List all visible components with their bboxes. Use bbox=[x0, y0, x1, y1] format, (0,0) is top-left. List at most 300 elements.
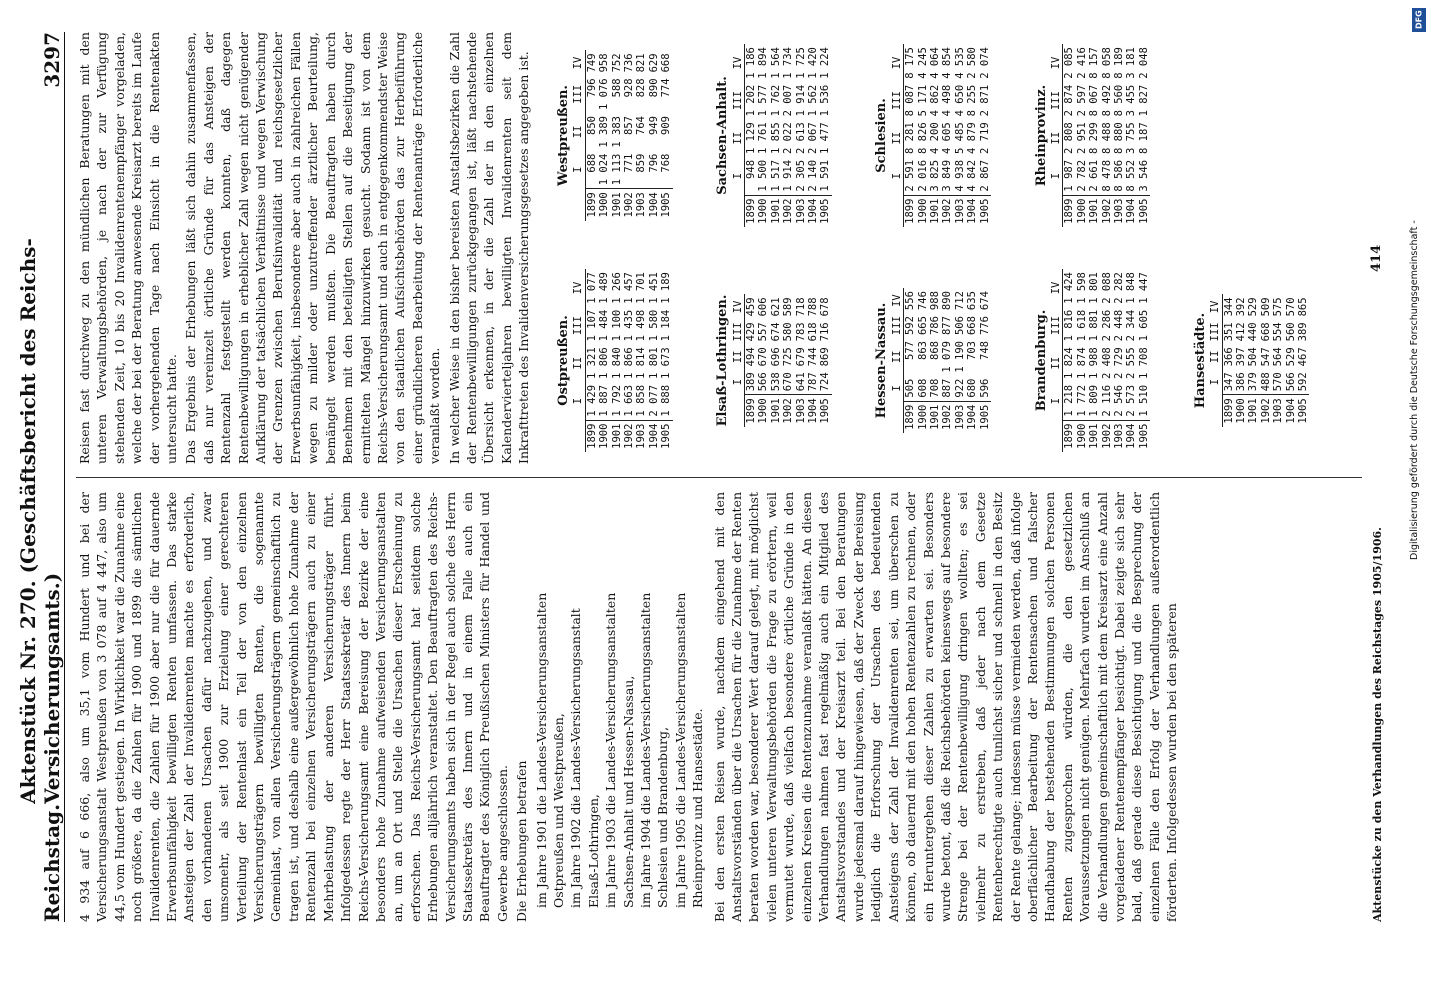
value-cell: 556 bbox=[904, 291, 917, 311]
value-cell: 1 824 bbox=[1063, 347, 1076, 379]
value-cell: 748 bbox=[978, 341, 991, 360]
table-row bbox=[966, 44, 978, 227]
value-cell: 618 bbox=[807, 322, 820, 342]
column-header: IV bbox=[1050, 269, 1063, 307]
column-header: IV bbox=[891, 288, 904, 313]
value-cell: 589 bbox=[782, 297, 795, 317]
footer-note: Aktenstücke zu den Verhandlungen des Reichstages 1905/1906. bbox=[1371, 527, 1384, 922]
value-cell: 2 077 bbox=[647, 384, 660, 417]
year-cell: 1900 bbox=[917, 195, 929, 227]
column-header: II bbox=[891, 338, 904, 376]
year-cell: 1902 bbox=[782, 395, 794, 427]
region-table bbox=[876, 257, 1029, 464]
signature-number: 414 bbox=[1369, 244, 1384, 272]
column-header: I bbox=[1050, 382, 1063, 420]
value-cell: 796 bbox=[647, 153, 660, 173]
value-cell: 1 874 bbox=[1075, 347, 1088, 379]
value-cell: 1 224 bbox=[819, 47, 832, 79]
value-cell: 366 bbox=[1222, 347, 1235, 367]
year-cell: 1903 bbox=[635, 420, 647, 452]
value-cell: 8 255 bbox=[966, 84, 979, 117]
value-cell: 1 605 bbox=[1137, 309, 1150, 342]
table-row bbox=[1222, 294, 1235, 426]
value-cell: 670 bbox=[757, 347, 770, 367]
column-header: I bbox=[891, 157, 904, 195]
value-cell: 1 113 bbox=[610, 153, 623, 186]
table-row bbox=[979, 288, 991, 433]
year-cell: 1904 bbox=[1125, 195, 1137, 227]
table-row bbox=[1125, 269, 1137, 452]
table-row bbox=[745, 44, 758, 227]
year-cell: 1899 bbox=[904, 401, 917, 433]
schedule-line: Elsaß-Lothringen, bbox=[585, 794, 601, 908]
year-cell: 1900 bbox=[757, 195, 769, 227]
value-cell: 1 814 bbox=[635, 347, 648, 379]
year-cell: 1899 bbox=[1222, 395, 1235, 427]
paragraph: In welcher Weise in den bisher bereisten Anstaltsbezirken die Zahl der Rentenbewilligungen zurückgegangen ist, läßt nachstehende Übersicht erkennen, in der die Zahl der in den einzelnen Kalendervierteljahren bewilligten Invalidenrenten seit dem Inkrafttreten des Invalidenversicherungsgesetzes angegeben ist. bbox=[446, 32, 532, 464]
region-table bbox=[558, 257, 711, 464]
table-row bbox=[1285, 294, 1297, 426]
page-header bbox=[16, 32, 65, 922]
table-row bbox=[1088, 44, 1100, 227]
value-cell: 379 bbox=[1247, 372, 1260, 392]
column-header: II bbox=[1209, 344, 1222, 369]
value-cell: 1 024 bbox=[598, 153, 611, 186]
value-cell: 1 100 bbox=[610, 309, 623, 342]
value-cell: 1 855 bbox=[769, 122, 782, 154]
value-cell: 958 bbox=[598, 53, 611, 73]
value-cell: 488 bbox=[1259, 372, 1272, 392]
year-cell: 1902 bbox=[782, 195, 794, 227]
value-cell: 577 bbox=[904, 341, 917, 360]
year-cell: 1902 bbox=[623, 189, 635, 221]
value-cell: 2 719 bbox=[978, 122, 991, 154]
value-cell: 877 bbox=[941, 316, 954, 336]
left-column bbox=[76, 492, 1362, 922]
value-cell: 8 586 bbox=[1113, 159, 1126, 192]
value-cell: 668 bbox=[966, 316, 979, 336]
paragraph: Bei den ersten Reisen wurde, nachdem eingehend mit den Anstaltsvorständen über die Ursachen für die Zunahme der Renten beraten worden war, besonderer Wert darauf gelegt, mit möglichst vielen unteren Verwaltungsbehörden die Frage zu erörtern, weil vermutet wurde, daß vielfach besondere örtliche Gründe in den einzelnen Kreisen die Rentenzunahme veranlaßt hätten. An diesen Verhandlungen nahmen fast regelmäßig auch ein Mitglied des Anstaltsvorstandes und der Kreisarzt teil. Bei den Beratungen wurde jedesmal darauf hingewiesen, daß der Zweck der Bereisung lediglich die Erforschung der Ursachen des bedeutenden Ansteigens der Zahl der Invalidenrenten sei, um überschen zu können, ob dauernd mit den hohen Rentenzahlen zu rechnen, oder ein Heruntergehen dieser Zahlen zu erwarten sei. Besonders wurde betont, daß die Reichsbehörden keineswegs auf besondere Strenge bei der Rentenbewilligung dringen wollten; es sei vielmehr zu erstreben, daß jeder nach dem Gesetze Rentenberechtigte auch tunlichst sicher und schnell in den Besitz der Rente gelange; indessen müsse vermieden werden, daß infolge oberflächlicher Bearbeitung der Rentensachen und falscher Handhabung der bestehenden Bestimmungen solchen Personen Renten zugesprochen würden, die den gesetzlichen Voraussetzungen nicht genügen. Mehrfach wurden im Anschluß an die Verhandlungen gemeinschaftlich mit dem Kreisarzt eine Anzahl vorgeladener Rentenempfänger besichtigt. Dabei zeigte sich sehr bald, daß gerade diese Besichtigung und die Besprechung der einzelnen Fälle den Erfolg der Verhandlungen außerordentlich förderten. Infolgedessen wurden bei den späteren bbox=[711, 492, 1180, 922]
value-cell: 5 171 bbox=[916, 84, 929, 117]
year-cell: 1903 bbox=[795, 395, 807, 427]
year-cell: 1902 bbox=[941, 401, 953, 433]
column-header: I bbox=[1050, 157, 1063, 195]
column-rule bbox=[76, 477, 1362, 478]
value-cell: 1 420 bbox=[807, 47, 820, 79]
table-row bbox=[941, 288, 953, 433]
table-row bbox=[795, 294, 807, 426]
column-header: III bbox=[891, 82, 904, 120]
region-table bbox=[876, 32, 1029, 239]
column-header bbox=[732, 395, 745, 427]
value-cell: 948 bbox=[745, 159, 757, 179]
value-cell: 787 bbox=[807, 372, 820, 392]
region-table bbox=[717, 257, 870, 464]
value-cell: 865 bbox=[1297, 297, 1310, 317]
column-header bbox=[891, 401, 904, 433]
value-cell: 1 761 bbox=[757, 122, 770, 154]
year-cell: 1900 bbox=[1076, 195, 1088, 227]
year-cell: 1902 bbox=[1101, 195, 1113, 227]
table-row bbox=[598, 50, 610, 220]
value-cell: 1 827 bbox=[1137, 84, 1150, 117]
year-cell: 1901 bbox=[1088, 195, 1100, 227]
column-header bbox=[732, 195, 745, 227]
value-cell: 1 894 bbox=[757, 47, 770, 79]
value-cell: 764 bbox=[635, 116, 648, 135]
value-cell: 674 bbox=[769, 322, 782, 342]
table-row bbox=[819, 294, 831, 426]
year-cell: 1899 bbox=[1063, 420, 1076, 452]
table-row bbox=[611, 269, 623, 452]
column-header: II bbox=[572, 344, 585, 382]
year-cell: 1899 bbox=[585, 189, 598, 221]
table-row bbox=[660, 50, 672, 220]
year-cell: 1901 bbox=[929, 401, 941, 433]
value-cell: 868 bbox=[929, 341, 942, 360]
value-cell: 788 bbox=[807, 297, 820, 317]
value-cell: 347 bbox=[1222, 372, 1235, 392]
page-number: 3297 bbox=[40, 32, 64, 88]
value-cell: 2 867 bbox=[978, 159, 991, 192]
year-cell: 1900 bbox=[598, 189, 610, 221]
year-cell: 1900 bbox=[757, 395, 769, 427]
column-header bbox=[1209, 395, 1222, 427]
value-cell: 1 266 bbox=[610, 272, 623, 304]
table-row bbox=[623, 269, 635, 452]
column-header: III bbox=[1050, 82, 1063, 120]
year-cell: 1901 bbox=[1247, 395, 1259, 427]
value-cell: 412 bbox=[1235, 322, 1248, 342]
value-cell: 736 bbox=[623, 53, 636, 73]
value-cell: 1 888 bbox=[660, 384, 673, 417]
region-table-title: Westpreußen. bbox=[556, 85, 571, 186]
table-row bbox=[1113, 269, 1125, 452]
table-row bbox=[782, 294, 794, 426]
value-cell: 680 bbox=[966, 378, 979, 398]
schedule-line: Ostpreußen und Westpreußen, bbox=[550, 713, 566, 908]
quarterly-table bbox=[891, 288, 991, 433]
value-cell: 2 448 bbox=[1113, 309, 1126, 342]
quarterly-table bbox=[732, 294, 832, 426]
column-header: III bbox=[572, 75, 585, 113]
value-cell: 4 605 bbox=[941, 122, 954, 154]
value-cell: 1 858 bbox=[635, 384, 648, 417]
table-row bbox=[929, 288, 941, 433]
year-cell: 1905 bbox=[660, 189, 672, 221]
value-cell: 1 383 bbox=[610, 116, 623, 148]
year-cell: 1905 bbox=[819, 195, 831, 227]
column-header: IV bbox=[1209, 294, 1222, 319]
schedule-line: Schlesien und Brandenburg, bbox=[655, 726, 671, 908]
year-cell: 1904 bbox=[807, 395, 819, 427]
table-row bbox=[904, 44, 917, 227]
year-cell: 1903 bbox=[954, 195, 966, 227]
header-left: Reichstag. bbox=[40, 803, 64, 922]
region-table bbox=[558, 32, 711, 239]
funding-note: Digitalisierung gefördert durch die Deutsche Forschungsgemeinschaft - bbox=[1409, 220, 1420, 560]
region-table bbox=[1192, 257, 1348, 464]
value-cell: 1 190 bbox=[953, 341, 966, 373]
table-row bbox=[782, 44, 794, 227]
value-cell: 386 bbox=[1235, 372, 1248, 392]
value-cell: 467 bbox=[1297, 347, 1310, 367]
table-row bbox=[1076, 269, 1088, 452]
year-cell: 1901 bbox=[770, 195, 782, 227]
year-cell: 1900 bbox=[598, 420, 610, 452]
table-row bbox=[979, 44, 991, 227]
value-cell: 505 bbox=[904, 378, 917, 398]
value-cell: 1 987 bbox=[1063, 159, 1076, 192]
column-header: III bbox=[1209, 319, 1222, 344]
value-cell: 716 bbox=[819, 322, 832, 342]
year-cell: 1899 bbox=[585, 420, 598, 452]
table-row bbox=[1113, 44, 1125, 227]
value-cell: 8 880 bbox=[1113, 122, 1126, 154]
table-row bbox=[1235, 294, 1247, 426]
column-header: III bbox=[572, 307, 585, 345]
table-row bbox=[660, 269, 672, 452]
schedule-line: im Jahre 1901 die Landes-Versicherungsanstalten bbox=[533, 592, 549, 908]
table-row bbox=[745, 294, 758, 426]
table-row bbox=[941, 44, 953, 227]
year-cell: 1901 bbox=[929, 195, 941, 227]
region-table-title: Elsaß-Lothringen. bbox=[715, 294, 731, 427]
value-cell: 8 067 bbox=[1088, 84, 1101, 117]
year-cell: 1902 bbox=[1260, 395, 1272, 427]
value-cell: 2 408 bbox=[1100, 347, 1113, 379]
value-cell: 3 181 bbox=[1125, 47, 1138, 79]
column-header: IV bbox=[1050, 44, 1063, 82]
value-cell: 592 bbox=[904, 316, 917, 336]
value-cell: 1 424 bbox=[1063, 272, 1076, 304]
column-header bbox=[572, 189, 585, 221]
table-row bbox=[1101, 269, 1113, 452]
value-cell: 1 840 bbox=[610, 347, 623, 379]
year-cell: 1899 bbox=[1063, 195, 1076, 227]
value-cell: 1 517 bbox=[769, 159, 782, 192]
value-cell: 988 bbox=[929, 291, 942, 311]
value-cell: 529 bbox=[1247, 297, 1260, 317]
value-cell: 2 074 bbox=[978, 47, 991, 79]
value-cell: 909 bbox=[660, 116, 673, 135]
year-cell: 1901 bbox=[611, 420, 623, 452]
value-cell: 3 755 bbox=[1125, 122, 1138, 154]
value-cell: 2 305 bbox=[794, 159, 807, 192]
table-row bbox=[770, 44, 782, 227]
value-cell: 1 510 bbox=[1137, 384, 1150, 417]
column-header bbox=[572, 420, 585, 452]
value-cell: 1 477 bbox=[819, 122, 832, 154]
value-cell: 1 076 bbox=[598, 78, 611, 111]
value-cell: 1 762 bbox=[769, 84, 782, 117]
paragraph: 4 934 auf 6 666, also um 35,1 vom Hundert und bei der Versicherungsanstalt Westpreußen von 3 078 auf 4 447, also um 44,5 vom Hundert gestiegen. In Wirklichkeit war die Zunahme eine noch größere, da die Zahlen für 1900 und 1899 die sämtlichen Invalidenrenten, die Zahlen für 1900 aber nur die für dauernde Erwerbsunfähigkeit bewilligten Renten umfassen. Das starke Ansteigen der Zahl der Invalidenrenten machte es erforderlich, den vorhandenen Ursachen dafür nachzugehen, und zwar umsomehr, als seit 1900 zur Erzielung einer gerechteren Verteilung der Rentenlast ein Teil der von den einzelnen Versicherungsträgern bewilligten Renten, die sogenannte Gemeinlast, von allen Versicherungsträgern gemeinschaftlich zu tragen ist, und deshalb eine außergewöhnlich hohe Zunahme der Rentenzahl bei einzelnen Versicherungsträgern auch zu einer Mehrbelastung der anderen Versicherungsträger führt. Infolgedessen regte der Herr Staatssekretär des Innern beim Reichs-Versicherungsamt eine Bereisung der Bezirke der eine besonders hohe Zunahme aufweisenden Versicherungsanstalten an, um an Ort und Stelle die Ursachen dieser Erscheinung zu erforschen. Das Reichs-Versicherungsamt hat seitdem solche Erhebungen alljährlich veranstaltet. Den Beauftragten des Reichs-Versicherungsamts haben sich in der Regel auch solche des Herrn Staatssekretärs des Innern und in einem Falle auch ein Beauftragter des Königlich Preußischen Ministers für Handel und Gewerbe angeschlossen. bbox=[77, 492, 510, 922]
value-cell: 821 bbox=[635, 53, 648, 73]
value-cell: 608 bbox=[916, 378, 929, 398]
quarterly-table bbox=[1209, 294, 1309, 426]
year-cell: 1903 bbox=[795, 195, 807, 227]
column-header: II bbox=[1050, 344, 1063, 382]
region-table-title: Sachsen-Anhalt. bbox=[715, 76, 731, 195]
column-header bbox=[1050, 195, 1063, 227]
region-table bbox=[1033, 32, 1189, 239]
table-row bbox=[1272, 294, 1284, 426]
survey-schedule bbox=[533, 492, 707, 908]
value-cell: 1 321 bbox=[585, 347, 598, 379]
value-cell: 1 077 bbox=[585, 272, 598, 304]
value-cell: 8 552 bbox=[1125, 159, 1138, 192]
value-cell: 538 bbox=[769, 372, 782, 392]
value-cell: 4 245 bbox=[916, 47, 929, 79]
region-table-title: Ostpreußen. bbox=[556, 315, 571, 406]
year-cell: 1901 bbox=[770, 395, 782, 427]
value-cell: 1 914 bbox=[794, 84, 807, 117]
value-cell: 863 bbox=[916, 341, 929, 360]
year-cell: 1905 bbox=[1138, 420, 1150, 452]
year-cell: 1903 bbox=[1113, 195, 1125, 227]
value-cell: 2 555 bbox=[1125, 347, 1138, 379]
table-row bbox=[1297, 294, 1309, 426]
quarterly-table bbox=[572, 269, 672, 452]
value-cell: 724 bbox=[819, 372, 832, 392]
value-cell: 2 007 bbox=[782, 84, 795, 117]
value-cell: 1 598 bbox=[1075, 272, 1088, 304]
column-header: I bbox=[732, 369, 745, 394]
value-cell: 1 801 bbox=[1088, 272, 1101, 304]
value-cell: 850 bbox=[585, 116, 598, 135]
value-cell: 392 bbox=[1235, 297, 1248, 317]
value-cell: 1 663 bbox=[623, 384, 636, 417]
table-row bbox=[954, 44, 966, 227]
value-cell: 928 bbox=[623, 78, 636, 98]
quarterly-table bbox=[891, 44, 991, 227]
value-cell: 592 bbox=[1297, 372, 1310, 392]
column-header bbox=[891, 195, 904, 227]
value-cell: 1 580 bbox=[647, 309, 660, 342]
quarterly-table bbox=[732, 44, 832, 227]
value-cell: 857 bbox=[623, 116, 636, 135]
value-cell: 389 bbox=[1297, 322, 1310, 342]
value-cell: 459 bbox=[745, 297, 757, 317]
paragraph: Reisen fast durchweg zu den mündlichen Beratungen mit den unteren Verwaltungsbehörden, je nach der zur Verfügung stehenden Zeit, 10 bis 20 Invalidenrentenempfänger vorgeladen, welche der bei der Beratung anwesende Kreisarzt bereits im Laufe der vorhergehenden Tage nach Einsicht in die Rentenakten untersucht hatte. bbox=[77, 32, 180, 464]
table-row bbox=[1138, 44, 1150, 227]
value-cell: 1 988 bbox=[1088, 347, 1101, 379]
value-cell: 2 591 bbox=[904, 159, 917, 192]
value-cell: 703 bbox=[966, 341, 979, 360]
table-row bbox=[819, 44, 831, 227]
value-cell: 588 bbox=[610, 78, 623, 98]
value-cell: 1 202 bbox=[745, 84, 757, 117]
value-cell: 2 661 bbox=[1088, 159, 1101, 192]
table-row bbox=[757, 294, 769, 426]
year-cell: 1905 bbox=[1297, 395, 1309, 427]
value-cell: 1 914 bbox=[782, 159, 795, 192]
value-cell: 509 bbox=[1259, 297, 1272, 317]
column-header: I bbox=[1209, 369, 1222, 394]
value-cell: 564 bbox=[1272, 347, 1285, 367]
year-cell: 1904 bbox=[648, 420, 660, 452]
value-cell: 1 457 bbox=[623, 272, 636, 304]
quarterly-table bbox=[572, 50, 672, 220]
value-cell: 8 488 bbox=[1100, 122, 1113, 154]
value-cell: 4 842 bbox=[966, 159, 979, 192]
table-row bbox=[585, 50, 598, 220]
value-cell: 1 079 bbox=[941, 341, 954, 373]
value-cell: 708 bbox=[929, 378, 942, 398]
value-cell: 5 485 bbox=[953, 122, 966, 154]
value-cell: 2 067 bbox=[807, 122, 820, 154]
value-cell: 504 bbox=[1247, 347, 1260, 367]
year-cell: 1900 bbox=[1235, 395, 1247, 427]
value-cell: 1 801 bbox=[647, 347, 660, 379]
year-cell: 1903 bbox=[1272, 395, 1284, 427]
year-cell: 1904 bbox=[807, 195, 819, 227]
value-cell: 4 535 bbox=[953, 47, 966, 79]
value-cell: 2 613 bbox=[794, 122, 807, 154]
column-header: III bbox=[891, 313, 904, 338]
value-cell: 1 734 bbox=[782, 47, 795, 79]
year-cell: 1905 bbox=[819, 395, 831, 427]
table-row bbox=[917, 288, 929, 433]
column-header: II bbox=[572, 113, 585, 151]
year-cell: 1903 bbox=[954, 401, 966, 433]
value-cell: 1 107 bbox=[585, 309, 598, 342]
value-cell: 674 bbox=[978, 291, 991, 311]
value-cell: 2 140 bbox=[807, 159, 820, 192]
schedule-line: Rheinprovinz und Hansestädte. bbox=[690, 708, 706, 908]
table-row bbox=[954, 288, 966, 433]
value-cell: 4 200 bbox=[929, 122, 942, 154]
year-cell: 1905 bbox=[660, 420, 672, 452]
value-cell: 8 175 bbox=[904, 47, 917, 79]
table-row bbox=[807, 44, 819, 227]
value-cell: 2 874 bbox=[1063, 84, 1076, 117]
value-cell: 547 bbox=[1259, 347, 1272, 367]
table-row bbox=[1138, 269, 1150, 452]
table-row bbox=[635, 50, 647, 220]
value-cell: 351 bbox=[1222, 322, 1235, 342]
value-cell: 2 808 bbox=[1063, 122, 1076, 154]
value-cell: 2 580 bbox=[966, 47, 979, 79]
value-cell: 679 bbox=[794, 347, 807, 367]
value-cell: 771 bbox=[623, 153, 636, 173]
value-cell: 1 500 bbox=[757, 159, 770, 192]
value-cell: 887 bbox=[941, 378, 954, 398]
value-cell: 2 782 bbox=[1075, 159, 1088, 192]
table-row bbox=[635, 269, 647, 452]
value-cell: 1 435 bbox=[623, 309, 636, 342]
value-cell: 1 792 bbox=[610, 384, 623, 417]
value-cell: 8 157 bbox=[1088, 47, 1101, 79]
value-cell: 606 bbox=[757, 297, 770, 317]
column-header: I bbox=[732, 157, 745, 195]
value-cell: 776 bbox=[978, 316, 991, 336]
value-cell: 8 087 bbox=[904, 84, 917, 117]
table-row bbox=[611, 50, 623, 220]
year-cell: 1902 bbox=[623, 420, 635, 452]
value-cell: 1 577 bbox=[757, 84, 770, 117]
year-cell: 1902 bbox=[941, 195, 953, 227]
scanned-page bbox=[16, 22, 1410, 932]
value-cell: 1 184 bbox=[660, 309, 673, 342]
value-cell: 1 564 bbox=[769, 47, 782, 79]
value-cell: 494 bbox=[745, 347, 757, 367]
table-row bbox=[770, 294, 782, 426]
value-cell: 506 bbox=[953, 316, 966, 336]
value-cell: 2 597 bbox=[1075, 84, 1088, 117]
region-table-title: Hessen-Nassau. bbox=[874, 302, 890, 419]
year-cell: 1900 bbox=[1076, 420, 1088, 452]
